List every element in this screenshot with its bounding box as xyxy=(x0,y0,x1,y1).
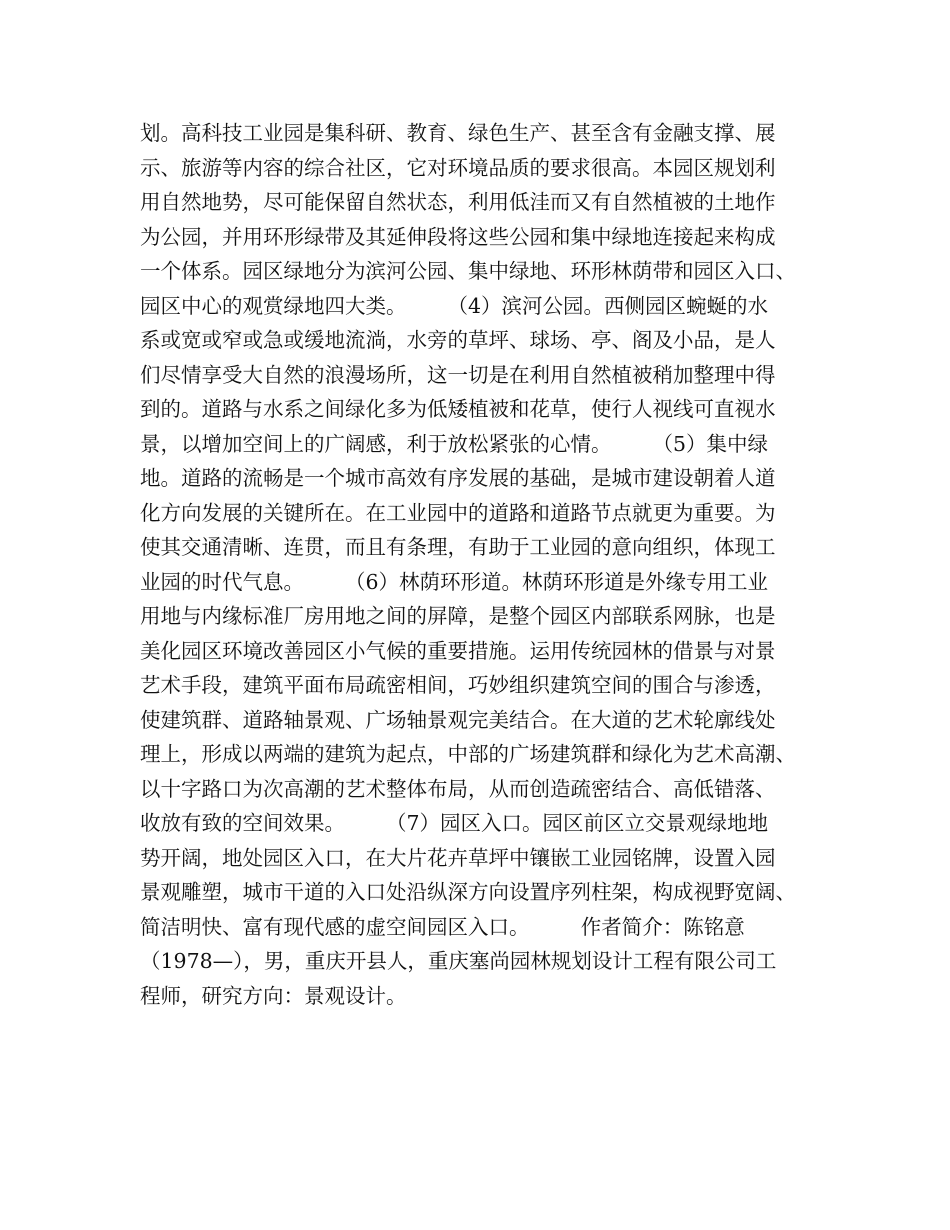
text-line: 使建筑群、道路轴景观、广场轴景观完美结合。在大道的艺术轮廓线处 xyxy=(140,707,776,732)
text-line: 划。高科技工业园是集科研、教育、绿色生产、甚至含有金融支撑、展 xyxy=(140,121,776,145)
text-line: 艺术手段，建筑平面布局疏密相间，巧妙组织建筑空间的围合与渗透， xyxy=(140,673,776,697)
text-line: 简洁明快、富有现代感的虚空间园区入口。 作者简介：陈铭意 xyxy=(140,914,745,939)
text-line: 系或宽或窄或急或缓地流淌，水旁的草坪、球场、亭、阁及小品，是人 xyxy=(140,328,776,352)
text-line: 园区中心的观赏绿地四大类。 （4）滨河公园。西侧园区蜿蜒的水 xyxy=(140,293,769,318)
text-line: 景观雕塑，城市干道的入口处沿纵深方向设置序列柱架，构成视野宽阔、 xyxy=(140,880,796,904)
text-line: 美化园区环境改善园区小气候的重要措施。运用传统园林的借景与对景 xyxy=(140,638,776,663)
text-line: 地。道路的流畅是一个城市高效有序发展的基础，是城市建设朝着人道 xyxy=(140,466,776,490)
body-text xyxy=(140,116,840,1013)
text-line: 使其交通清晰、连贯，而且有条理，有助于工业园的意向组织，体现工 xyxy=(140,535,776,559)
text-line: 势开阔，地处园区入口，在大片花卉草坪中镶嵌工业园铭牌，设置入园 xyxy=(140,845,776,870)
text-line: 业园的时代气息。 （6）林荫环形道。林荫环形道是外缘专用工业 xyxy=(140,569,769,594)
text-line: 为公园，并用环形绿带及其延伸段将这些公园和集中绿地连接起来构成 xyxy=(140,224,776,249)
text-line: 们尽情享受大自然的浪漫场所，这一切是在利用自然植被稍加整理中得 xyxy=(140,362,776,387)
text-line: 示、旅游等内容的综合社区，它对环境品质的要求很高。本园区规划利 xyxy=(140,155,776,180)
text-line: （1978—），男，重庆开县人，重庆塞尚园林规划设计工程有限公司工 xyxy=(140,949,777,973)
text-line: 一个体系。园区绿地分为滨河公园、集中绿地、环形林荫带和园区入口、 xyxy=(140,259,796,283)
text-line: 用自然地势，尽可能保留自然状态，利用低洼而又有自然植被的土地作 xyxy=(140,190,776,214)
text-line: 收放有致的空间效果。 （7）园区入口。园区前区立交景观绿地地 xyxy=(140,811,769,835)
text-line: 以十字路口为次高潮的艺术整体布局，从而创造疏密结合、高低错落、 xyxy=(140,776,776,801)
text-line: 程师，研究方向：景观设计。 xyxy=(140,983,407,1008)
text-line: 到的。道路与水系之间绿化多为低矮植被和花草，使行人视线可直视水 xyxy=(140,397,776,421)
text-line: 用地与内缘标准厂房用地之间的屏障，是整个园区内部联系网脉，也是 xyxy=(140,604,776,628)
text-line: 景，以增加空间上的广阔感，利于放松紧张的心情。 （5）集中绿 xyxy=(140,431,769,456)
text-line: 化方向发展的关键所在。在工业园中的道路和道路节点就更为重要。为 xyxy=(140,500,776,525)
text-line: 理上，形成以两端的建筑为起点，中部的广场建筑群和绿化为艺术高潮、 xyxy=(140,742,796,766)
